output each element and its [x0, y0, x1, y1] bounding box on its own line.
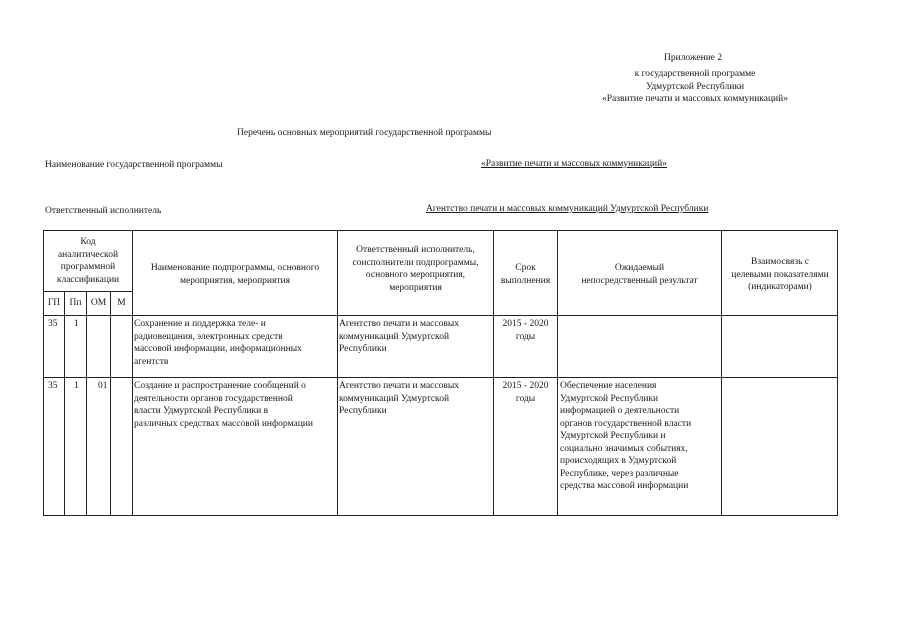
row-name: Создание и распространение сообщений о деятельности органов государственной власти Удмуртской Республики в различных средствах массовой информации — [134, 381, 313, 429]
row-pp: 1 — [74, 381, 79, 391]
appendix-line-2: Удмуртской Республики — [645, 81, 745, 92]
header-term: Срок выполнения — [500, 263, 551, 286]
divider — [86, 291, 87, 516]
row-term: 2015 - 2020 годы — [502, 381, 549, 404]
divider — [43, 377, 838, 378]
appendix-block — [590, 68, 800, 106]
row-term: 2015 - 2020 годы — [502, 319, 549, 342]
row-om: 01 — [98, 381, 108, 391]
row-gp: 35 — [48, 319, 58, 329]
header-result: Ожидаемый непосредственный результат — [581, 263, 698, 286]
program-value: «Развитие печати и массовых коммуникаций» — [481, 159, 667, 169]
program-label: Наименование государственной программы — [45, 160, 223, 170]
header-pp: Пп — [69, 298, 82, 308]
row-name: Сохранение и поддержка теле- и радиовещания, электронных средств массовой информации, информационных агентств — [134, 319, 302, 367]
divider — [43, 291, 132, 292]
header-m: М — [117, 298, 126, 308]
page-title: Перечень основных мероприятий государственной программы — [237, 128, 492, 138]
executor-value: Агентство печати и массовых коммуникаций Удмуртской Республики — [426, 204, 709, 214]
executor-label: Ответственный исполнитель — [45, 206, 162, 216]
header-gp: ГП — [47, 298, 61, 308]
header-om: ОМ — [90, 298, 107, 308]
row-responsible: Агентство печати и массовых коммуникаций Удмуртской Республики — [339, 319, 459, 354]
row-pp: 1 — [74, 319, 79, 329]
row-responsible: Агентство печати и массовых коммуникаций Удмуртской Республики — [339, 381, 459, 416]
header-indicators: Взаимосвязь с целевыми показателями (индикаторами) — [731, 257, 829, 292]
header-responsible: Ответственный исполнитель, соисполнители подпрограммы, основного мероприятия, мероприятия — [352, 245, 479, 293]
divider — [110, 291, 111, 516]
appendix-line-1: к государственной программе — [634, 69, 756, 79]
appendix-line-3: «Развитие печати и массовых коммуникаций» — [602, 94, 788, 104]
row-result: Обеспечение населения Удмуртской Республики информацией о деятельности органов государственной власти Удмуртской Республики и социально значимых событиях, происходящих в Удмуртской Республике, через различные средства массовой информации — [560, 381, 692, 491]
header-name: Наименование подпрограммы, основного мероприятия, мероприятия — [150, 263, 320, 286]
appendix-title: Приложение 2 — [664, 53, 723, 63]
header-code: Код аналитической программной классификации — [56, 237, 120, 285]
divider — [43, 315, 838, 316]
divider — [64, 291, 65, 516]
row-gp: 35 — [48, 381, 58, 391]
